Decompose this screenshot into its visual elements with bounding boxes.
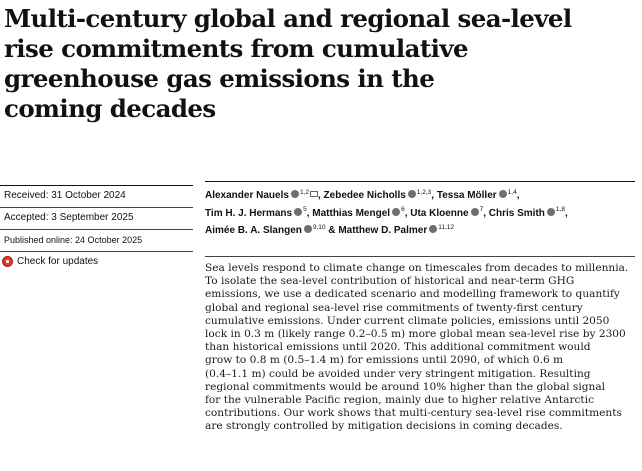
author-separator: , (564, 207, 568, 219)
orcid-icon[interactable] (429, 225, 437, 233)
affiliation-number: 7 (479, 206, 484, 214)
check-for-updates-link[interactable] (2, 256, 98, 267)
orcid-icon[interactable] (547, 208, 555, 216)
title-line: greenhouse gas emissions in the (4, 64, 435, 93)
author-name: Alexander Nauels (205, 190, 289, 202)
article-title (4, 4, 634, 124)
author-name: Tim H. J. Hermans (205, 207, 293, 219)
author[interactable] (205, 190, 324, 201)
affiliation-number: 1,4 (507, 189, 517, 196)
abstract-line: for the vulnerable Pacific region, mainly due to higher relative Antarctic (205, 394, 595, 407)
orcid-icon[interactable] (304, 225, 312, 233)
orcid-icon[interactable] (392, 208, 400, 216)
divider (0, 185, 193, 186)
abstract-line: global and regional sea-level rise commitments of twenty-first century (205, 301, 583, 314)
published-date: Published online: 24 October 2025 (4, 235, 143, 245)
affiliation-number: 11,12 (438, 223, 455, 231)
abstract-line: regional commitments would be around 10% higher than the global signal (205, 380, 606, 393)
abstract-line: emissions, we use a dedicated scenario and modelling framework to quantify (205, 288, 620, 301)
author-separator: , (306, 207, 313, 219)
affiliation-number: 6 (401, 206, 405, 214)
affiliation-number: 5 (303, 206, 307, 214)
author[interactable] (410, 208, 489, 219)
author-separator: , (317, 190, 324, 202)
divider (205, 256, 635, 257)
author-separator: , (516, 190, 520, 202)
abstract-line: cumulative emissions. Under current climate policies, emissions until 2050 (205, 314, 610, 327)
author[interactable] (437, 190, 520, 201)
divider (0, 207, 193, 208)
author-name: Matthew D. Palmer (338, 224, 428, 236)
abstract-line: contributions. Our work shows that multi-century sea-level rise commitments (205, 407, 622, 420)
abstract-line: grow to 0.8 m (0.5–1.4 m) for emissions until 2090, of which 0.6 m (205, 354, 564, 367)
author-name: Chris Smith (488, 207, 545, 219)
affiliation-number: 1,2,3 (416, 189, 432, 196)
author[interactable] (312, 208, 410, 219)
author[interactable] (205, 208, 312, 219)
received-date: Received: 31 October 2024 (4, 190, 126, 201)
author-name: Uta Kloenne (410, 207, 469, 219)
author[interactable] (338, 225, 454, 236)
abstract-line: Sea levels respond to climate change on timescales from decades to millennia. (205, 262, 629, 274)
title-line: rise commitments from cumulative (4, 34, 468, 63)
abstract-line: are strongly controlled by mitigation decisions in coming decades. (205, 420, 563, 433)
divider (0, 251, 193, 252)
author-separator: , (431, 190, 437, 202)
orcid-icon[interactable] (408, 190, 416, 198)
check-updates-icon (2, 256, 13, 267)
orcid-icon[interactable] (294, 208, 302, 216)
abstract-line: (0.4–1.1 m) could be avoided under very stringent mitigation. Resulting (205, 367, 591, 380)
abstract-line: lock in 0.3 m (likely range 0.2–0.5 m) more global mean sea-level rise by 2300 (205, 328, 626, 341)
divider (0, 229, 193, 230)
author-name: Matthias Mengel (312, 207, 391, 219)
check-updates-label: Check for updates (17, 256, 99, 267)
author[interactable] (205, 225, 338, 236)
orcid-icon[interactable] (291, 190, 299, 198)
affiliation-number: 9,10 (312, 223, 326, 231)
title-line: coming decades (4, 94, 216, 123)
divider (205, 181, 635, 182)
author-name: Tessa Möller (436, 190, 497, 202)
email-icon[interactable] (310, 191, 318, 197)
author-separator: , (404, 207, 411, 219)
orcid-icon[interactable] (471, 208, 479, 216)
affiliation-number: 1,8 (555, 206, 565, 214)
accepted-date: Accepted: 3 September 2025 (4, 212, 134, 223)
author-separator: & (325, 224, 339, 236)
abstract-line: than historical emissions until 2020. This additional commitment would (205, 341, 591, 354)
abstract (205, 262, 635, 434)
author-name: Zebedee Nicholls (323, 190, 406, 202)
author-list (205, 186, 633, 238)
affiliation-number: 1,2 (299, 189, 309, 196)
title-line: Multi-century global and regional sea-level (4, 4, 572, 33)
author-name: Aimée B. A. Slangen (205, 224, 302, 236)
author-separator: , (483, 207, 489, 219)
orcid-icon[interactable] (499, 190, 507, 198)
author[interactable] (489, 208, 568, 219)
author[interactable] (324, 190, 437, 201)
abstract-line: To isolate the sea-level contribution of historical and near-term GHG (205, 275, 575, 288)
